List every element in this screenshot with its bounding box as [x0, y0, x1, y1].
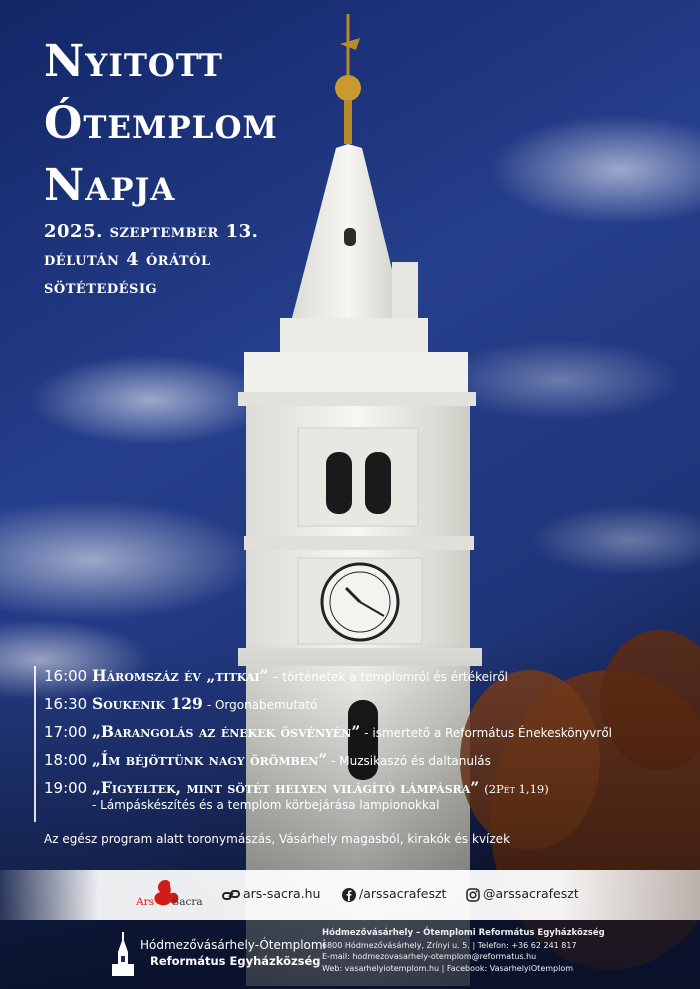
link-icon: [222, 888, 240, 902]
program-schedule: [34, 666, 676, 822]
brand-ars: Ars: [136, 896, 154, 908]
church-logo-block: [112, 930, 326, 978]
website-text: ars-sacra.hu: [243, 886, 321, 901]
schedule-description: - Muzsikaszó és daltanulás: [331, 754, 491, 768]
schedule-description: - Lámpáskészítés és a templom körbejárása lampionokkal: [92, 798, 440, 812]
date-line: sötétedésig: [44, 277, 158, 298]
schedule-description: - Orgonabemutató: [206, 698, 318, 712]
facebook-text: /arssacrafeszt: [359, 886, 447, 901]
event-date: [44, 218, 258, 302]
schedule-time: 18:00: [44, 751, 88, 769]
schedule-title: Háromszáz év „titkai”: [92, 666, 269, 685]
schedule-title: „Ím béjöttünk nagy örömben”: [92, 750, 328, 769]
website-link[interactable]: [222, 886, 320, 902]
schedule-title: „Figyeltek, mint sötét helyen világító lámpásra”: [92, 778, 480, 797]
facebook-icon: [342, 888, 356, 902]
church-name-line2: Református Egyházközség: [150, 954, 321, 968]
program-note: Az egész program alatt toronymászás, Vásárhely magasból, kirakók és kvízek: [44, 832, 511, 846]
contact-title: Hódmezővásárhely – Ótemplomi Református Egyházközség: [322, 928, 605, 938]
schedule-title: „Barangolás az énekek ösvényén”: [92, 722, 361, 741]
facebook-link[interactable]: [342, 886, 446, 902]
links-band: [0, 870, 700, 920]
schedule-item: [36, 750, 676, 778]
contact-info: [322, 928, 605, 974]
schedule-time: 19:00: [44, 779, 88, 797]
poster-title: [44, 36, 278, 226]
title-line: Nyitott: [44, 36, 223, 87]
title-line: Ótemplom: [44, 98, 278, 149]
schedule-description: - ismertető a Református Énekeskönyvről: [364, 726, 613, 740]
schedule-time: 16:00: [44, 667, 88, 685]
contact-email[interactable]: E-mail: hodmezovasarhely-otemplom@reformatus.hu: [322, 952, 537, 961]
date-line: délután 4 órától: [44, 249, 211, 270]
date-line: 2025. szeptember 13.: [44, 221, 259, 242]
schedule-time: 16:30: [44, 695, 88, 713]
schedule-item: [36, 666, 676, 694]
brand-sacra: Sacra: [172, 896, 203, 908]
schedule-title: Soukenik 129: [92, 694, 203, 713]
schedule-item: [36, 722, 676, 750]
ars-sacra-logo: [126, 876, 216, 916]
church-icon: [112, 932, 134, 976]
contact-address: 6800 Hódmezővásárhely, Zrínyi u. 5. | Telefon: +36 62 241 817: [322, 940, 577, 950]
bible-reference: (2Pét 1,19): [484, 782, 549, 796]
schedule-item: [36, 694, 676, 722]
schedule-item: [36, 778, 676, 822]
contact-web[interactable]: Web: vasarhelyiotemplom.hu | Facebook: VasarhelyiOtemplom: [322, 963, 574, 973]
instagram-link[interactable]: [466, 886, 579, 902]
schedule-time: 17:00: [44, 723, 88, 741]
church-name-line1: Hódmezővásárhely-Ótemplomi: [140, 938, 326, 952]
schedule-description: – történetek a templomról és értékeiről: [272, 670, 508, 684]
brand-name: [136, 896, 203, 908]
instagram-icon: [466, 888, 480, 902]
title-line: Napja: [44, 160, 176, 211]
instagram-text: @arssacrafeszt: [483, 886, 579, 901]
